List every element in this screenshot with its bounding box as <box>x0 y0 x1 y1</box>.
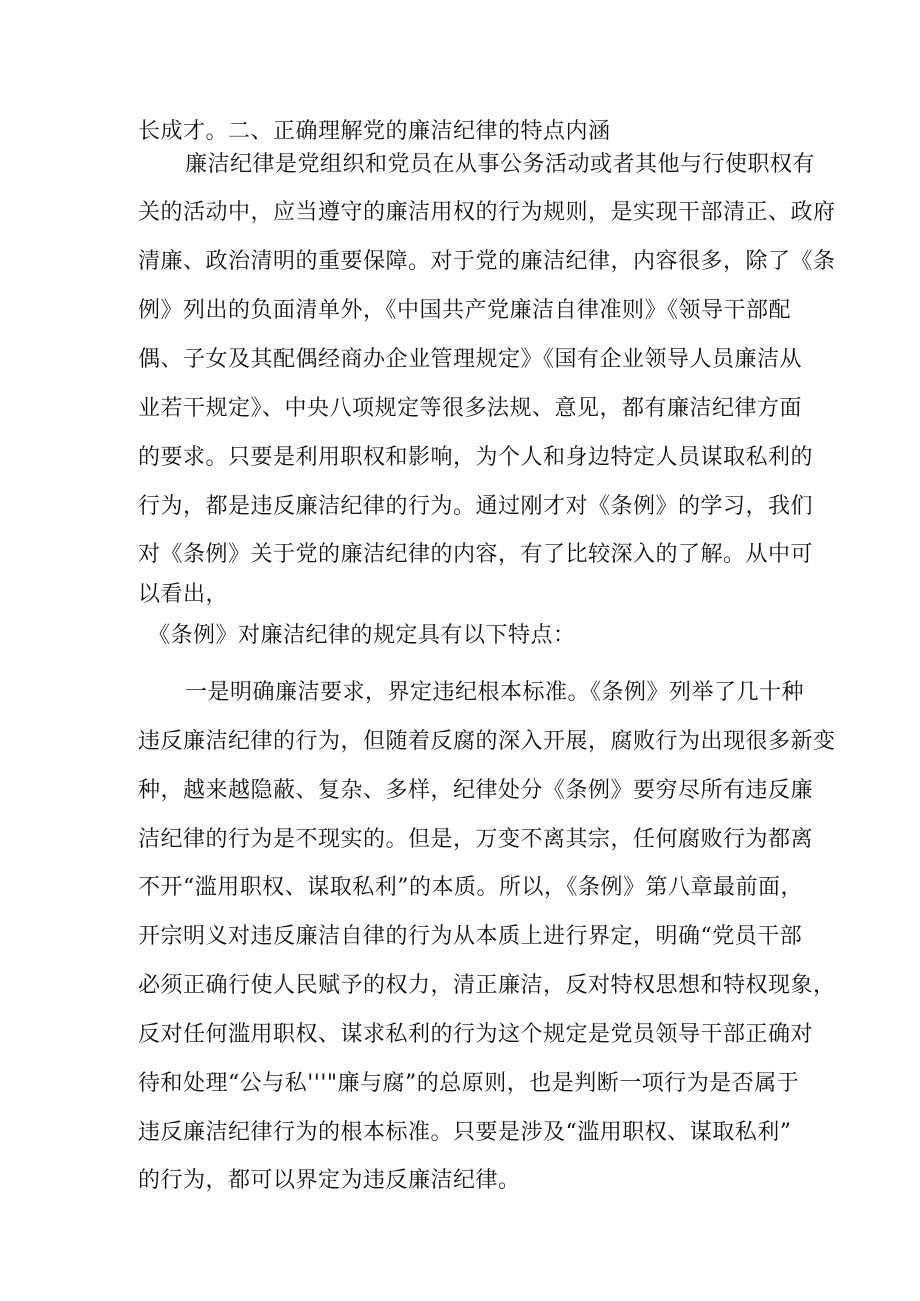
text-line: 的要求。只要是利用职权和影响，为个人和身边特定人员谋取私利的 <box>138 445 814 470</box>
text-line: 违反廉洁纪律行为的根本标准。只要是涉及“滥用职权、谋取私利” <box>138 1120 792 1145</box>
text-line: 反对任何滥用职权、谋求私利的行为这个规定是党员领导干部正确对 <box>138 1022 814 1047</box>
text-line: 种，越来越隐蔽、复杂、多样，纪律处分《条例》要穷尽所有违反廉 <box>138 778 814 803</box>
text-line: 关的活动中，应当遵守的廉洁用权的行为规则，是实现干部清正、政府 <box>138 200 836 225</box>
text-line: 待和处理“公与私'''"廉与腐”的总原则，也是判断一项行为是否属于 <box>138 1071 800 1096</box>
text-line: 一是明确廉洁要求，界定违纪根本标准。《条例》列举了几十种 <box>185 680 805 705</box>
text-line: 以看出， <box>138 582 229 607</box>
text-line: 违反廉洁纪律的行为，但随着反腐的深入开展，腐败行为出现很多新变 <box>138 729 836 754</box>
text-line: 业若干规定》、中央八项规定等很多法规、意见，都有廉洁纪律方面 <box>138 396 803 421</box>
text-line: 行为，都是违反廉洁纪律的行为。通过刚才对《条例》的学习，我们 <box>138 494 814 519</box>
text-line-heading: 长成才。二、正确理解党的廉洁纪律的特点内涵 <box>138 119 611 144</box>
text-line: 廉洁纪律是党组织和党员在从事公务活动或者其他与行使职权有 <box>185 152 816 177</box>
text-line: 洁纪律的行为是不现实的。但是，万变不离其宗，任何腐败行为都离 <box>138 827 814 852</box>
text-line: 开宗明义对违反廉洁自律的行为从本质上进行界定，明确“党员干部 <box>138 924 803 949</box>
text-line: 对《条例》关于党的廉洁纪律的内容，有了比较深入的了解。从中可 <box>138 542 814 567</box>
text-line: 必须正确行使人民赋予的权力，清正廉洁，反对特权思想和特权现象， <box>138 973 836 998</box>
text-line: 清廉、政治清明的重要保障。对于党的廉洁纪律，内容很多，除了《条 <box>138 249 836 274</box>
text-line: 的行为，都可以界定为违反廉洁纪律。 <box>138 1168 521 1193</box>
text-line: 偶、子女及其配偶经商办企业管理规定》《国有企业领导人员廉洁从 <box>138 347 803 372</box>
text-line: 《条例》对廉洁纪律的规定具有以下特点： <box>148 623 576 648</box>
text-line: 例》列出的负面清单外，《中国共产党廉洁自律准则》《领导干部配 <box>138 298 792 323</box>
text-line: 不开“滥用职权、谋取私利”的本质。所以，《条例》第八章最前面， <box>138 875 803 900</box>
